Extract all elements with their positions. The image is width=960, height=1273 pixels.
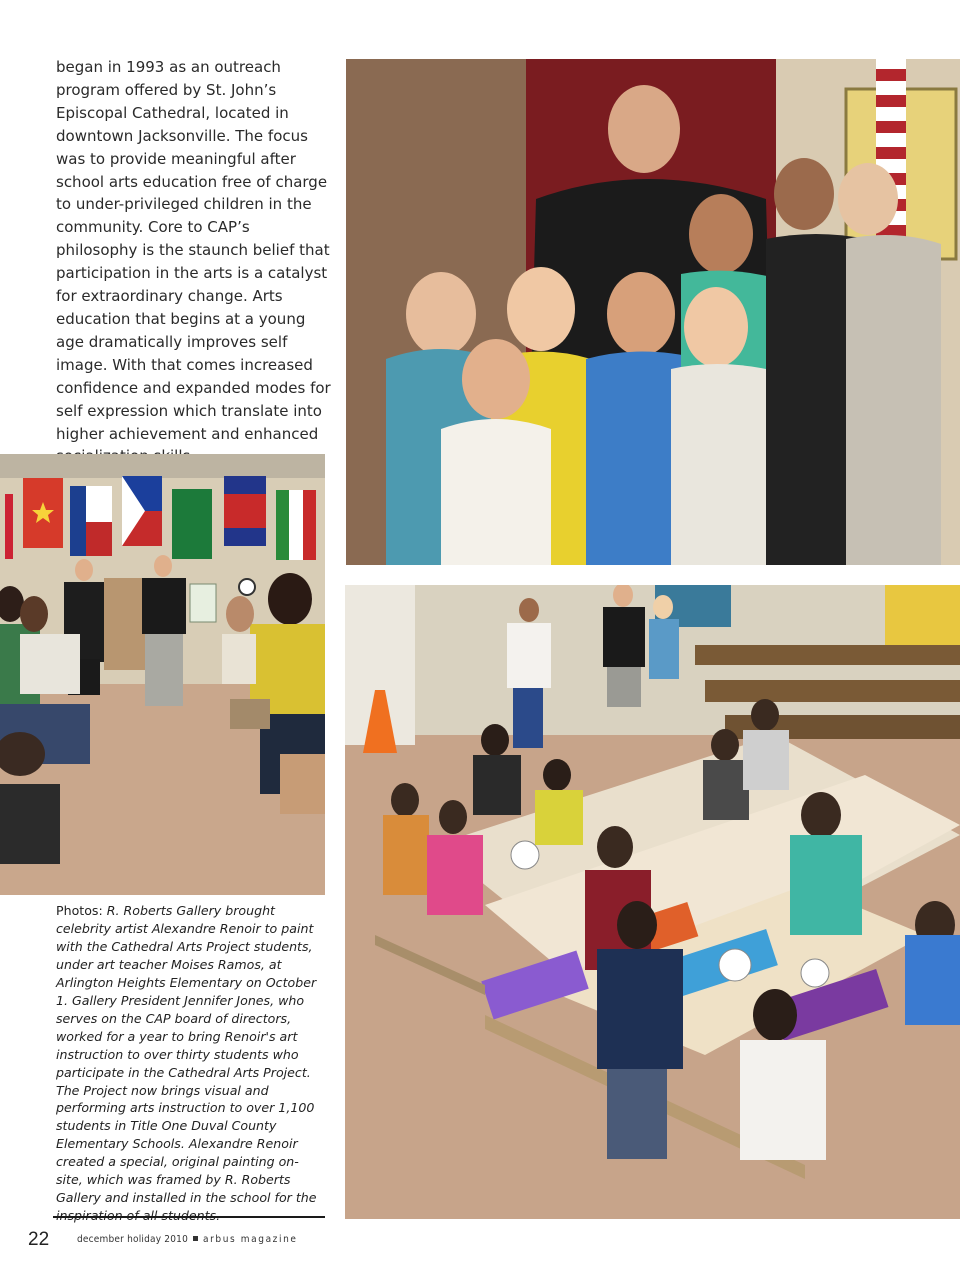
painting-session-photo bbox=[345, 585, 960, 1219]
classroom-photo bbox=[0, 454, 325, 895]
classroom-photo-image bbox=[0, 454, 325, 895]
magazine-name: arbus magazine bbox=[203, 1234, 298, 1245]
group-photo bbox=[346, 59, 960, 565]
page-number: 22 bbox=[28, 1229, 50, 1250]
separator-square-icon bbox=[193, 1236, 198, 1241]
painting-session-photo-image bbox=[345, 585, 960, 1219]
footer-folio bbox=[77, 1234, 298, 1245]
footer-rule bbox=[53, 1216, 325, 1218]
caption-body: R. Roberts Gallery brought celebrity artist Alexandre Renoir to paint with the Cathedral Arts Project students, under art teacher Moises Ramos, at Arlington Heights Elementary on October 1. Gallery President Jennifer Jones, who serves on the CAP board of directors, worked for a year to bring Renoir's art instruction to over thirty students who participate in the Cathedral Arts Project. The Project now brings visual and performing arts instruction to over 1,100 students in Title One Duval County Elementary Schools. Alexandre Renoir created a special, original painting on-site, which was framed by R. Roberts Gallery and installed in the school for the bbox=[56, 903, 317, 1206]
intro-text-block bbox=[56, 56, 331, 468]
intro-paragraph: began in 1993 as an outreach program offered by St. John’s Episcopal Cathedral, located in downtown Jacksonville. The focus was to provide meaningful after school arts education free of charge to under-privileged children in the community. Core to CAP’s philosophy is the staunch belief that participation in the arts is a catalyst for extraordinary change. Arts education that begins at a young age dramatically improves self image. With that comes increased confidence and expanded modes for self expression which translate into higher achievement and enhanced bbox=[56, 58, 331, 443]
group-photo-image bbox=[346, 59, 960, 565]
caption-lead: Photos: bbox=[56, 903, 107, 918]
issue-label: december holiday 2010 bbox=[77, 1234, 189, 1245]
photo-caption bbox=[56, 902, 324, 1225]
